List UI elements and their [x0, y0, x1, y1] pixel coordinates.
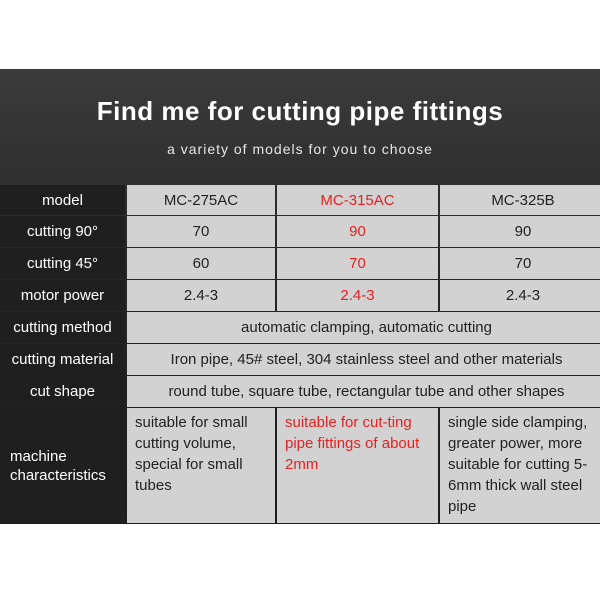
row-label-cutting-material: cutting material — [0, 344, 125, 375]
row-label-motor-power: motor power — [0, 280, 125, 311]
cutting-method-value: automatic clamping, automatic cutting — [127, 312, 600, 343]
model-cell-1: MC-275AC — [127, 185, 275, 215]
row-label-cutting-90: cutting 90° — [0, 216, 125, 247]
page-title: Find me for cutting pipe fittings — [96, 96, 504, 126]
cutting-90-cell-2: 90 — [277, 216, 438, 247]
characteristics-cell-1: suitable for small cutting volume, special for small tubes — [127, 408, 275, 523]
model-cell-3: MC-325B — [440, 185, 600, 215]
comparison-table — [0, 185, 600, 523]
cutting-45-cell-2: 70 — [277, 248, 438, 279]
page-subtitle: a variety of models for you to choose — [167, 141, 433, 157]
cutting-45-cell-1: 60 — [127, 248, 275, 279]
motor-power-cell-3: 2.4-3 — [440, 280, 600, 311]
motor-power-cell-1: 2.4-3 — [127, 280, 275, 311]
cutting-90-cell-3: 90 — [440, 216, 600, 247]
row-label-cut-shape: cut shape — [0, 376, 125, 407]
cutting-90-cell-1: 70 — [127, 216, 275, 247]
row-label-model: model — [0, 185, 125, 215]
row-label-cutting-method: cutting method — [0, 312, 125, 343]
motor-power-cell-2: 2.4-3 — [277, 280, 438, 311]
cut-shape-value: round tube, square tube, rectangular tube and other shapes — [127, 376, 600, 407]
model-cell-2: MC-315AC — [277, 185, 438, 215]
row-label-cutting-45: cutting 45° — [0, 248, 125, 279]
characteristics-cell-3: single side clamping, greater power, more suitable for cutting 5-6mm thick wall steel pipe — [440, 408, 600, 523]
characteristics-cell-2: suitable for cut-ting pipe fittings of about 2mm — [277, 408, 438, 523]
cutting-45-cell-3: 70 — [440, 248, 600, 279]
row-label-machine-characteristics: machine characteristics — [0, 408, 125, 523]
cutting-material-value: Iron pipe, 45# steel, 304 stainless steel and other materials — [127, 344, 600, 375]
